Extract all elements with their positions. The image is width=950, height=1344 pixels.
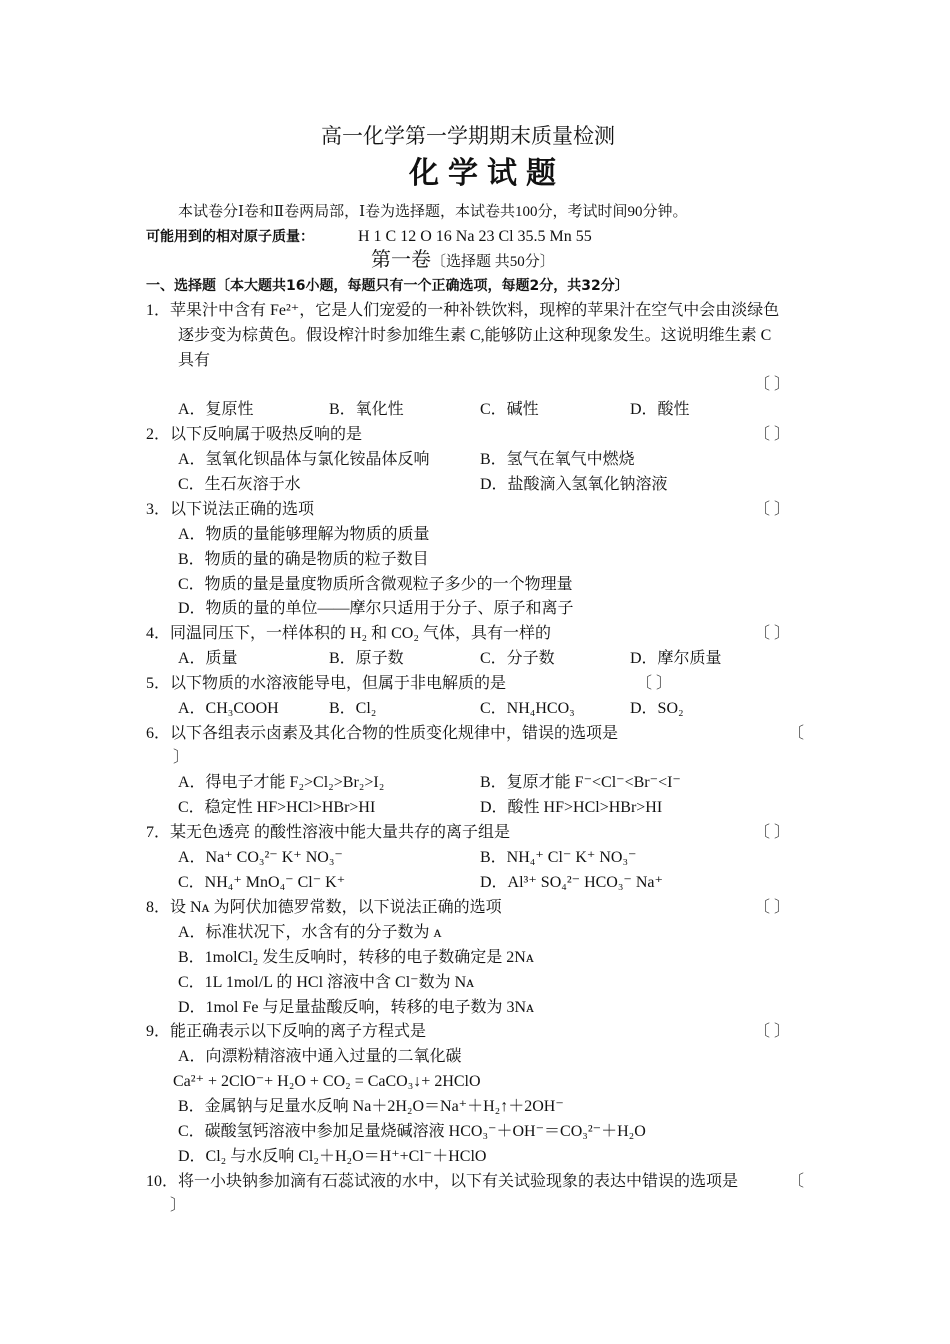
- q5-option-d: D．SO₂: [630, 700, 684, 717]
- q1-option-a: A．复原性: [178, 401, 254, 418]
- q4-option-d: D．摩尔质量: [630, 650, 722, 667]
- q10-bracket-close: 〕: [170, 1197, 187, 1214]
- q8-option-b: B．1molCl₂ 发生反响时，转移的电子数确定是 2Nᴀ: [178, 949, 534, 966]
- volume-title-text: 第一卷: [371, 249, 431, 271]
- q7-option-d: D．Al³⁺ SO₄²⁻ HCO₃⁻ Na⁺: [480, 874, 663, 891]
- q9-option-c: C．碳酸氢钙溶液中参加足量烧碱溶液 HCO₃⁻＋OH⁻＝CO₃²⁻＋H₂O: [178, 1123, 646, 1140]
- q8-option-c: C．1L 1mol/L 的 HCl 溶液中含 Cl⁻数为 Nᴀ: [178, 974, 475, 991]
- section-heading: 一、选择题〔本大题共16小题，每题只有一个正确选项，每题2分，共32分〕: [146, 278, 629, 294]
- q5-option-a: A．CH₃COOH: [178, 700, 279, 717]
- q9-option-a: A．向漂粉精溶液中通入过量的二氧化碳: [178, 1048, 462, 1065]
- q5-stem: 5．以下物质的水溶液能导电，但属于非电解质的是: [146, 675, 507, 692]
- q6-bracket-close: 〕: [173, 749, 190, 766]
- q8-option-d: D．1mol Fe 与足量盐酸反响，转移的电子数为 3Nᴀ: [178, 999, 535, 1016]
- q1-option-b: B．氧化性: [329, 401, 404, 418]
- q1-line3: 具有: [178, 352, 211, 369]
- q4-stem: 4．同温同压下，一样体积的 H₂ 和 CO₂ 气体，具有一样的: [146, 625, 551, 642]
- q6-option-c: C．稳定性 HF>HCl>HBr>HI: [178, 799, 376, 816]
- q7-answer-bracket: 〔 〕: [754, 824, 791, 841]
- q9-stem: 9．能正确表示以下反响的离子方程式是: [146, 1023, 427, 1040]
- q2-answer-bracket: 〔 〕: [754, 426, 791, 443]
- q4-answer-bracket: 〔 〕: [754, 625, 791, 642]
- q4-option-a: A．质量: [178, 650, 238, 667]
- q10-bracket-open: 〔: [788, 1173, 805, 1190]
- q2-option-d: D．盐酸滴入氢氧化钠溶液: [480, 476, 668, 493]
- q9-answer-bracket: 〔 〕: [754, 1023, 791, 1040]
- q5-option-b: B．Cl₂: [329, 700, 377, 717]
- q3-answer-bracket: 〔 〕: [754, 501, 791, 518]
- q4-option-c: C．分子数: [480, 650, 555, 667]
- volume-note: 〔选择题 共50分〕: [431, 254, 555, 270]
- q9-option-a-equation: Ca²⁺ + 2ClO⁻+ H₂O + CO₂ = CaCO₃↓+ 2HClO: [173, 1073, 481, 1090]
- q2-option-c: C．生石灰溶于水: [178, 476, 301, 493]
- q7-option-a: A．Na⁺ CO₃²⁻ K⁺ NO₃⁻: [178, 849, 343, 866]
- q3-option-b: B．物质的量的确是物质的粒子数目: [178, 551, 429, 568]
- q10-stem: 10．将一小块钠参加滴有石蕊试液的水中，以下有关试验现象的表达中错误的选项是: [146, 1173, 739, 1190]
- q6-stem: 6．以下各组表示卤素及其化合物的性质变化规律中，错误的选项是: [146, 725, 619, 742]
- paper-subtitle: 化学试题: [409, 156, 565, 191]
- volume-title: [371, 250, 555, 272]
- q1-answer-bracket: 〔 〕: [754, 376, 791, 393]
- q1-line2: 逐步变为棕黄色。假设榨汁时参加维生素 C,能够防止这种现象发生。这说明维生素 C: [178, 327, 772, 344]
- q6-option-b: B．复原才能 F⁻<Cl⁻<Br⁻<I⁻: [480, 774, 681, 791]
- exam-title: 高一化学第一学期期末质量检测: [321, 124, 615, 148]
- q5-option-c: C．NH₄HCO₃: [480, 700, 575, 717]
- q1-line1: 1．苹果汁中含有 Fe²⁺，它是人们宠爱的一种补铁饮料，现榨的苹果汁在空气中会由淡绿色: [146, 302, 780, 319]
- q7-stem: 7．某无色透亮 的酸性溶液中能大量共存的离子组是: [146, 824, 511, 841]
- q8-answer-bracket: 〔 〕: [754, 899, 791, 916]
- q7-option-c: C．NH₄⁺ MnO₄⁻ Cl⁻ K⁺: [178, 874, 346, 891]
- q2-option-b: B．氢气在氧气中燃烧: [480, 451, 635, 468]
- atomic-mass-values: H 1 C 12 O 16 Na 23 Cl 35.5 Mn 55: [358, 228, 592, 245]
- q6-bracket-open: 〔: [788, 725, 805, 742]
- q1-option-c: C．碱性: [480, 401, 539, 418]
- q3-option-c: C．物质的量是量度物质所含微观粒子多少的一个物理量: [178, 576, 573, 593]
- q5-answer-bracket: 〔 〕: [636, 675, 673, 692]
- q8-option-a: A．标准状况下，水含有的分子数为 ᴀ: [178, 924, 442, 941]
- q9-option-b: B．金属钠与足量水反响 Na＋2H₂O＝Na⁺＋H₂↑＋2OH⁻: [178, 1098, 564, 1115]
- q2-stem: 2．以下反响属于吸热反响的是: [146, 426, 363, 443]
- q1-option-d: D．酸性: [630, 401, 690, 418]
- q3-stem: 3．以下说法正确的选项: [146, 501, 315, 518]
- q6-option-d: D．酸性 HF>HCl>HBr>HI: [480, 799, 663, 816]
- q2-option-a: A．氢氧化钡晶体与氯化铵晶体反响: [178, 451, 430, 468]
- q4-option-b: B．原子数: [329, 650, 404, 667]
- q6-option-a: A．得电子才能 F₂>Cl₂>Br₂>I₂: [178, 774, 385, 791]
- q3-option-d: D．物质的量的单位——摩尔只适用于分子、原子和离子: [178, 600, 574, 617]
- q8-stem: 8．设 Nᴀ 为阿伏加德罗常数，以下说法正确的选项: [146, 899, 502, 916]
- q7-option-b: B．NH₄⁺ Cl⁻ K⁺ NO₃⁻: [480, 849, 637, 866]
- atomic-mass-label: 可能用到的相对原子质量：: [146, 229, 314, 245]
- intro-text: 本试卷分Ⅰ卷和Ⅱ卷两局部，Ⅰ卷为选择题，本试卷共100分，考试时间90分钟。: [178, 204, 688, 220]
- q9-option-d: D．Cl₂ 与水反响 Cl₂＋H₂O＝H⁺+Cl⁻＋HClO: [178, 1148, 487, 1165]
- q3-option-a: A．物质的量能够理解为物质的质量: [178, 526, 430, 543]
